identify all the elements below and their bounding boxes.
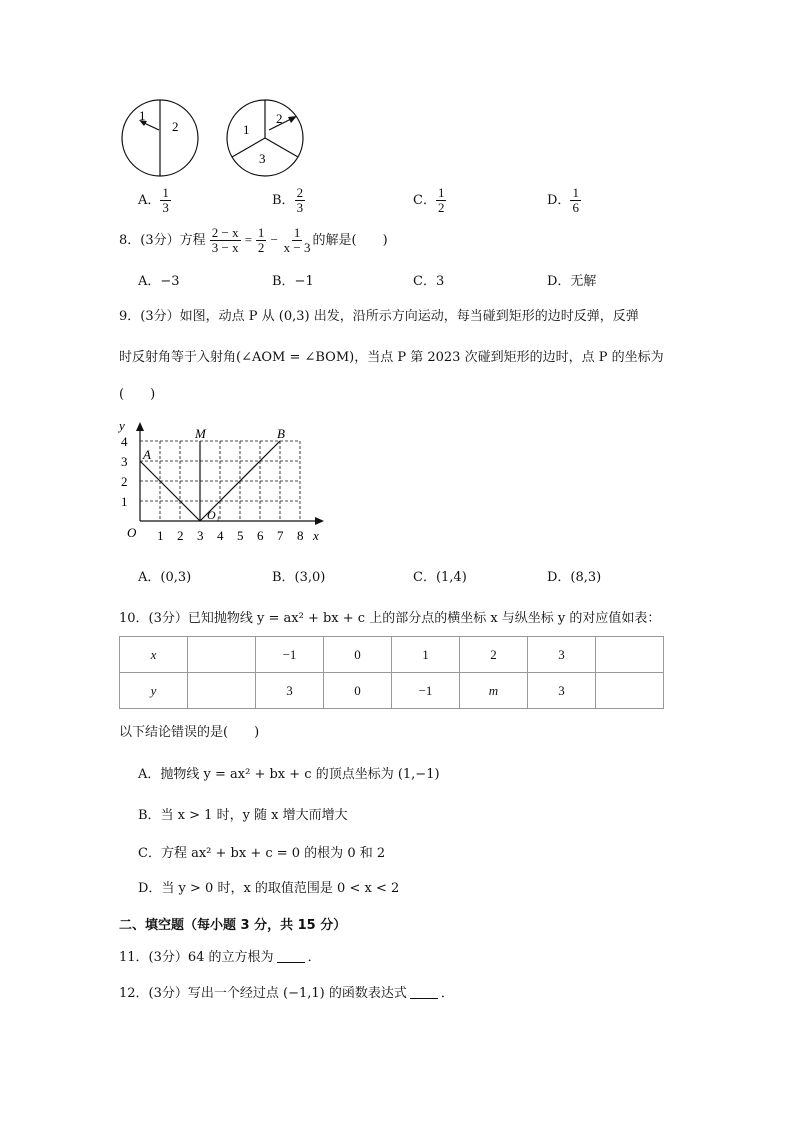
q9-stem-line2: 时反射角等于入射角(∠AOM = ∠BOM)，当点 P 第 2023 次碰到矩形的边时，点 P 的坐标为 bbox=[119, 350, 664, 365]
table-cell bbox=[596, 637, 664, 673]
x-tick-8: 8 bbox=[297, 528, 304, 543]
table-cell: 1 bbox=[392, 637, 460, 673]
table-cell: y bbox=[120, 673, 188, 709]
q10-option-a[interactable]: A．抛物线 y = ax² + bx + c 的顶点坐标为 (1,−1) bbox=[138, 767, 440, 782]
y-tick-2: 2 bbox=[121, 474, 128, 489]
table-cell: −1 bbox=[256, 637, 324, 673]
q9-coordinate-graph bbox=[115, 418, 330, 548]
table-cell: 3 bbox=[256, 673, 324, 709]
spinner-right-label-1: 1 bbox=[243, 122, 250, 137]
q8-option-d[interactable]: D．无解 bbox=[547, 274, 597, 289]
table-cell: −1 bbox=[392, 673, 460, 709]
q8-option-b[interactable]: B．−1 bbox=[272, 274, 314, 289]
q9-stem-line3: ( ) bbox=[119, 387, 156, 402]
table-cell bbox=[188, 673, 256, 709]
x-tick-4: 4 bbox=[217, 528, 224, 543]
point-B-label: B bbox=[277, 426, 285, 441]
spinner-two-sections bbox=[122, 100, 198, 176]
q7-option-b[interactable]: B． $\frac{2}{3}$ bbox=[272, 185, 304, 215]
q9-option-b[interactable]: B．(3,0) bbox=[272, 570, 326, 585]
q9-option-a[interactable]: A．(0,3) bbox=[138, 570, 192, 585]
table-cell: 3 bbox=[528, 637, 596, 673]
table-cell: 3 bbox=[528, 673, 596, 709]
q9-option-c[interactable]: C．(1,4) bbox=[413, 570, 467, 585]
arrow-icon bbox=[288, 116, 297, 123]
point-A-label: A bbox=[143, 447, 151, 462]
table-cell: x bbox=[120, 637, 188, 673]
y-tick-3: 3 bbox=[121, 454, 128, 469]
x-tick-3: 3 bbox=[197, 528, 204, 543]
table-cell: 0 bbox=[324, 673, 392, 709]
q7-option-a[interactable]: A． $\frac{1}{3}$ bbox=[138, 185, 169, 215]
spinner-left-label-2: 2 bbox=[172, 119, 179, 134]
x-axis-label: x bbox=[313, 528, 319, 543]
table-cell: 2 bbox=[460, 637, 528, 673]
q10-option-d[interactable]: D．当 y > 0 时，x 的取值范围是 0 < x < 2 bbox=[138, 881, 400, 896]
q9-option-d[interactable]: D．(8,3) bbox=[547, 570, 602, 585]
x-tick-7: 7 bbox=[277, 528, 284, 543]
q7-option-c[interactable]: C． $\frac{1}{2}$ bbox=[413, 185, 445, 215]
q12: 12．(3分）写出一个经过点 (−1,1) 的函数表达式 ． bbox=[119, 986, 454, 1001]
point-M-label: M bbox=[195, 426, 206, 441]
point-O1-label: O₁ bbox=[207, 508, 220, 522]
y-tick-4: 4 bbox=[121, 434, 128, 449]
q11: 11．(3分）64 的立方根为 ． bbox=[119, 950, 321, 965]
spinner-figures bbox=[115, 96, 315, 182]
spinner-three-sections bbox=[227, 100, 303, 176]
x-tick-2: 2 bbox=[177, 528, 184, 543]
table-cell: m bbox=[460, 673, 528, 709]
table-cell bbox=[596, 673, 664, 709]
y-tick-1: 1 bbox=[121, 494, 128, 509]
table-cell bbox=[188, 637, 256, 673]
x-tick-6: 6 bbox=[257, 528, 264, 543]
table-row-y bbox=[120, 673, 664, 709]
spinner-right-label-3: 3 bbox=[259, 151, 266, 166]
table-cell: 0 bbox=[324, 637, 392, 673]
q9-stem-line1: 9．(3分）如图，动点 P 从 (0,3) 出发，沿所示方向运动，每当碰到矩形的边时反弹，反弹 bbox=[119, 309, 639, 324]
x-tick-1: 1 bbox=[157, 528, 164, 543]
q11-text: 11．(3分）64 的立方根为 bbox=[119, 950, 274, 965]
table-row-x bbox=[120, 637, 664, 673]
q10-option-b[interactable]: B．当 x > 1 时，y 随 x 增大而增大 bbox=[138, 808, 348, 823]
path-A-O1 bbox=[140, 461, 200, 521]
origin-label: O bbox=[127, 525, 137, 540]
q10-question: 以下结论错误的是( ) bbox=[119, 725, 260, 740]
q12-answer-blank[interactable] bbox=[410, 986, 438, 999]
y-axis-arrow-icon bbox=[136, 422, 144, 431]
q8-stem: 8．(3分）方程 $\frac{2 - x}{3 - x}$ = $\frac{1}{2}$ − $\frac{1}{x - 3}$ 的解是( ) bbox=[119, 225, 388, 255]
q10-option-c[interactable]: C．方程 ax² + bx + c = 0 的根为 0 和 2 bbox=[138, 846, 386, 861]
q8-option-c[interactable]: C．3 bbox=[413, 274, 445, 289]
q12-text: 12．(3分）写出一个经过点 (−1,1) 的函数表达式 bbox=[119, 986, 407, 1001]
q10-stem: 10．(3分）已知抛物线 y = ax² + bx + c 上的部分点的横坐标 x 与纵坐标 y 的对应值如表： bbox=[119, 611, 661, 626]
y-axis-label: y bbox=[119, 418, 125, 433]
grid bbox=[140, 441, 300, 521]
q7-option-d[interactable]: D． $\frac{1}{6}$ bbox=[547, 185, 579, 215]
x-tick-5: 5 bbox=[237, 528, 244, 543]
q11-answer-blank[interactable] bbox=[277, 950, 305, 963]
spinner-right-label-2: 2 bbox=[276, 111, 283, 126]
q8-option-a[interactable]: A．−3 bbox=[138, 274, 180, 289]
x-axis-arrow-icon bbox=[315, 517, 324, 525]
section-heading-fill-in: 二、填空题（每小题 3 分，共 15 分） bbox=[119, 918, 347, 933]
spinner-left-label-1: 1 bbox=[139, 108, 146, 123]
q10-value-table bbox=[119, 636, 664, 709]
